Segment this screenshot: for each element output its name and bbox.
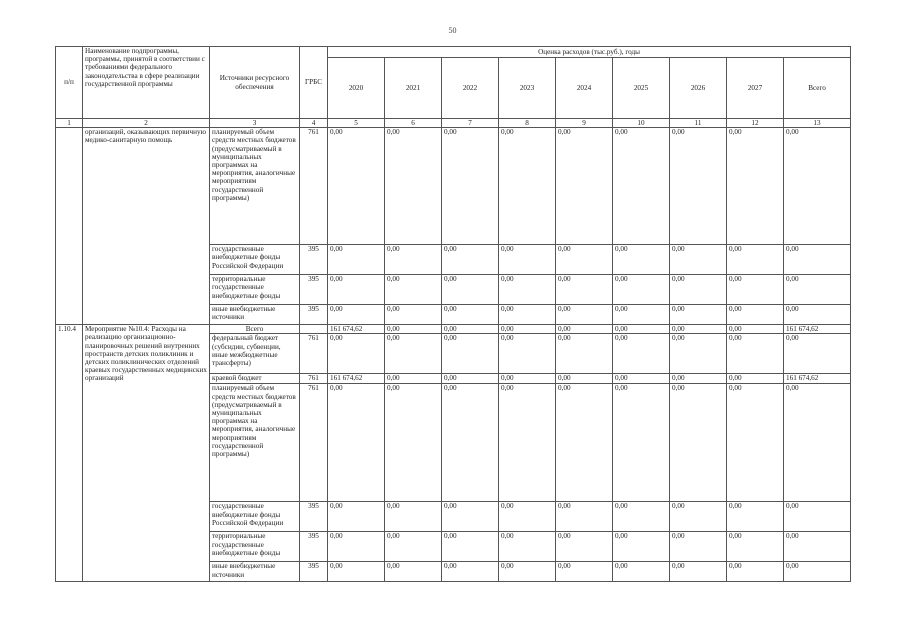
- row-value: 0,00: [442, 502, 499, 532]
- row-value: 0,00: [499, 502, 556, 532]
- row-value: 0,00: [670, 305, 727, 325]
- row-value: 0,00: [385, 532, 442, 562]
- row-value: 0,00: [499, 374, 556, 384]
- row-value: 0,00: [385, 384, 442, 502]
- row-value: 0,00: [556, 384, 613, 502]
- row-value: 0,00: [328, 384, 385, 502]
- row-name: организаций, оказывающих первичную медико-санитарную помощь: [83, 128, 210, 325]
- row-value: 0,00: [385, 334, 442, 374]
- row-value: 0,00: [613, 532, 670, 562]
- row-value: 0,00: [670, 532, 727, 562]
- col-number: 9: [556, 119, 613, 128]
- row-value: 0,00: [784, 502, 851, 532]
- row-value: 0,00: [442, 305, 499, 325]
- row-value: 0,00: [670, 334, 727, 374]
- table-row-total: [56, 325, 851, 334]
- col-number: 6: [385, 119, 442, 128]
- row-value: 0,00: [499, 562, 556, 582]
- row-value: 0,00: [556, 532, 613, 562]
- row-grbs: 395: [300, 305, 328, 325]
- row-value: 0,00: [727, 245, 784, 275]
- row-grbs: 395: [300, 245, 328, 275]
- row-value: 0,00: [670, 245, 727, 275]
- row-value: 0,00: [385, 325, 442, 334]
- col-number: 11: [670, 119, 727, 128]
- row-source-total: Всего: [210, 325, 300, 334]
- col-number: 3: [210, 119, 300, 128]
- table-row: [56, 128, 851, 245]
- row-value: 161 674,62: [328, 374, 385, 384]
- row-value: 161 674,62: [784, 374, 851, 384]
- col-number: 1: [56, 119, 83, 128]
- row-value: 0,00: [328, 502, 385, 532]
- row-value: 0,00: [613, 245, 670, 275]
- row-value: 0,00: [328, 245, 385, 275]
- row-value: 0,00: [613, 305, 670, 325]
- row-source: краевой бюджет: [210, 374, 300, 384]
- row-num: [56, 128, 83, 325]
- row-source: территориальные государственные внебюджетные фонды: [210, 275, 300, 305]
- row-value: 0,00: [670, 275, 727, 305]
- header-year: 2020: [328, 58, 385, 119]
- header-year: 2027: [727, 58, 784, 119]
- row-value: 0,00: [670, 325, 727, 334]
- row-source: государственные внебюджетные фонды Российской Федерации: [210, 245, 300, 275]
- row-value: 0,00: [613, 128, 670, 245]
- row-value: 0,00: [442, 128, 499, 245]
- row-value: 0,00: [784, 384, 851, 502]
- row-value: 0,00: [442, 325, 499, 334]
- row-value: 0,00: [670, 128, 727, 245]
- row-value: 0,00: [670, 562, 727, 582]
- row-source: планируемый объем средств местных бюджетов (предусматриваемый в муниципальных программах на мероприятия, аналогичные мероприятиям государственной программы): [210, 128, 300, 245]
- row-value: 0,00: [784, 562, 851, 582]
- header-total: Всего: [784, 58, 851, 119]
- row-value: 0,00: [442, 384, 499, 502]
- row-value: 0,00: [727, 128, 784, 245]
- row-value: 0,00: [499, 305, 556, 325]
- col-number: 7: [442, 119, 499, 128]
- row-source: федеральный бюджет (субсидии, субвенции, иные межбюджетные трансферты): [210, 334, 300, 374]
- row-value: 0,00: [499, 334, 556, 374]
- row-value: 0,00: [727, 325, 784, 334]
- row-value: 0,00: [385, 275, 442, 305]
- row-value: 0,00: [385, 305, 442, 325]
- row-grbs: 761: [300, 374, 328, 384]
- row-value: 0,00: [499, 245, 556, 275]
- row-value: 0,00: [499, 384, 556, 502]
- row-value: 0,00: [328, 305, 385, 325]
- row-name: Мероприятие №10.4: Расходы на реализацию организационно-планировочных решений внутренних пространств детских поликлиник и детских поликлинических отделений краевых государственных медицинских организаций: [83, 325, 210, 582]
- row-value: 0,00: [499, 275, 556, 305]
- row-value: 0,00: [784, 334, 851, 374]
- row-value: 0,00: [328, 562, 385, 582]
- row-value: 0,00: [442, 275, 499, 305]
- row-value: 0,00: [727, 374, 784, 384]
- row-value: 0,00: [328, 275, 385, 305]
- row-num: 1.10.4: [56, 325, 83, 582]
- row-value: 0,00: [556, 325, 613, 334]
- header-year: 2021: [385, 58, 442, 119]
- col-number: 5: [328, 119, 385, 128]
- row-grbs: 395: [300, 532, 328, 562]
- row-value: 0,00: [727, 532, 784, 562]
- row-value: 161 674,62: [784, 325, 851, 334]
- row-value: 0,00: [442, 245, 499, 275]
- header-year: 2026: [670, 58, 727, 119]
- row-source: иные внебюджетные источники: [210, 562, 300, 582]
- row-value: 0,00: [442, 562, 499, 582]
- col-number: 13: [784, 119, 851, 128]
- row-value: 0,00: [556, 275, 613, 305]
- row-value: 0,00: [784, 128, 851, 245]
- row-value: 0,00: [613, 384, 670, 502]
- row-source: иные внебюджетные источники: [210, 305, 300, 325]
- col-number: 12: [727, 119, 784, 128]
- header-name: Наименование подпрограммы, программы, принятой в соответствии с требованиями федерального законодательства в сфере реализации государственной программы: [83, 47, 210, 119]
- row-value: 0,00: [727, 305, 784, 325]
- row-source: планируемый объем средств местных бюджетов (предусматриваемый в муниципальных программах на мероприятия, аналогичные мероприятиям государственной программы): [210, 384, 300, 502]
- row-value: 0,00: [385, 374, 442, 384]
- row-value: 0,00: [556, 502, 613, 532]
- row-value: 0,00: [670, 384, 727, 502]
- row-value: 0,00: [499, 532, 556, 562]
- row-value: 0,00: [784, 532, 851, 562]
- col-number: 10: [613, 119, 670, 128]
- row-grbs: 395: [300, 502, 328, 532]
- header-num: п/п: [56, 47, 83, 119]
- row-value: 0,00: [727, 502, 784, 532]
- row-grbs: 395: [300, 562, 328, 582]
- row-value: 0,00: [556, 334, 613, 374]
- page-number: 50: [448, 26, 457, 35]
- row-grbs: 761: [300, 384, 328, 502]
- row-value: 0,00: [670, 502, 727, 532]
- header-year: 2023: [499, 58, 556, 119]
- row-value: 0,00: [385, 562, 442, 582]
- row-value: 0,00: [784, 305, 851, 325]
- header-year: 2024: [556, 58, 613, 119]
- row-value: 0,00: [442, 334, 499, 374]
- row-value: 0,00: [613, 334, 670, 374]
- row-value: 0,00: [556, 374, 613, 384]
- row-value: 0,00: [784, 245, 851, 275]
- row-value: 0,00: [328, 128, 385, 245]
- col-number: 2: [83, 119, 210, 128]
- row-value: 0,00: [328, 334, 385, 374]
- row-value: 0,00: [328, 532, 385, 562]
- col-number: 8: [499, 119, 556, 128]
- row-source: территориальные государственные внебюджетные фонды: [210, 532, 300, 562]
- row-value: 0,00: [442, 374, 499, 384]
- header-year: 2022: [442, 58, 499, 119]
- row-value: 0,00: [727, 562, 784, 582]
- row-value: 0,00: [385, 245, 442, 275]
- row-value: 0,00: [385, 502, 442, 532]
- row-value: 0,00: [613, 562, 670, 582]
- row-value: 0,00: [727, 275, 784, 305]
- row-value: 0,00: [556, 128, 613, 245]
- header-grbs: ГРБС: [300, 47, 328, 119]
- row-value: 0,00: [442, 532, 499, 562]
- header-estimate: Оценка расходов (тыс.руб.), годы: [328, 47, 851, 58]
- row-value: 0,00: [613, 502, 670, 532]
- row-value: 161 674,62: [328, 325, 385, 334]
- row-value: 0,00: [727, 334, 784, 374]
- row-value: 0,00: [556, 562, 613, 582]
- row-value: 0,00: [499, 325, 556, 334]
- row-value: 0,00: [727, 384, 784, 502]
- row-value: 0,00: [499, 128, 556, 245]
- row-value: 0,00: [613, 275, 670, 305]
- row-grbs: 761: [300, 128, 328, 245]
- row-grbs: 395: [300, 275, 328, 305]
- row-value: 0,00: [670, 374, 727, 384]
- row-value: 0,00: [784, 275, 851, 305]
- col-number: 4: [300, 119, 328, 128]
- row-value: 0,00: [613, 325, 670, 334]
- row-value: 0,00: [385, 128, 442, 245]
- row-grbs: [300, 325, 328, 334]
- header-year: 2025: [613, 58, 670, 119]
- row-value: 0,00: [613, 374, 670, 384]
- header-source: Источники ресурсного обеспечения: [210, 47, 300, 119]
- row-source: государственные внебюджетные фонды Российской Федерации: [210, 502, 300, 532]
- expenses-table: [55, 46, 851, 582]
- row-value: 0,00: [556, 305, 613, 325]
- row-value: 0,00: [556, 245, 613, 275]
- row-grbs: 761: [300, 334, 328, 374]
